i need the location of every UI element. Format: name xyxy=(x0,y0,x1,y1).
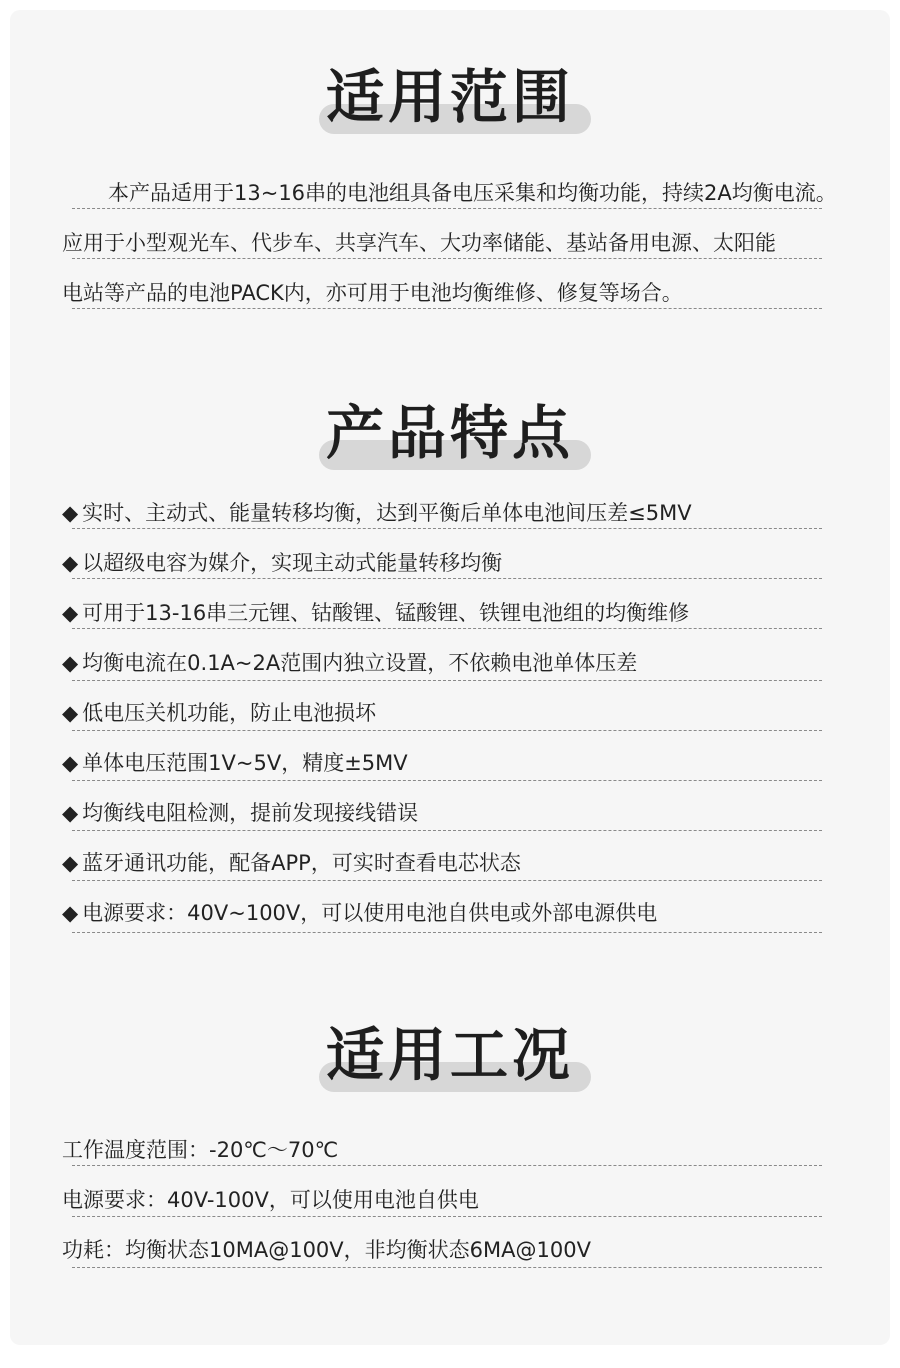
divider xyxy=(72,628,822,629)
section-title-conditions xyxy=(0,1020,900,1100)
feature-item-text: 电源要求：40V~100V，可以使用电池自供电或外部电源供电 xyxy=(82,901,658,925)
divider xyxy=(72,932,822,933)
condition-line-1: 工作温度范围：-20℃～70℃ xyxy=(62,1138,339,1162)
diamond-bullet-icon: ◆ xyxy=(62,551,79,575)
divider xyxy=(72,830,822,831)
features-title: 产品特点 xyxy=(325,399,574,467)
section-title-features xyxy=(0,398,900,478)
diamond-bullet-icon: ◆ xyxy=(62,901,79,925)
feature-item-text: 可用于13-16串三元锂、钴酸锂、锰酸锂、铁锂电池组的均衡维修 xyxy=(82,601,690,625)
divider xyxy=(72,880,822,881)
divider xyxy=(72,680,822,681)
divider xyxy=(72,780,822,781)
divider xyxy=(72,258,822,259)
divider xyxy=(72,308,822,309)
diamond-bullet-icon: ◆ xyxy=(62,601,79,625)
feature-item xyxy=(62,898,657,928)
diamond-bullet-icon: ◆ xyxy=(62,801,79,825)
condition-line-2: 电源要求：40V-100V，可以使用电池自供电 xyxy=(62,1188,479,1212)
feature-item-text: 均衡电流在0.1A~2A范围内独立设置，不依赖电池单体压差 xyxy=(82,651,638,675)
feature-item-text: 以超级电容为媒介，实现主动式能量转移均衡 xyxy=(82,551,503,575)
diamond-bullet-icon: ◆ xyxy=(62,701,79,725)
conditions-title: 适用工况 xyxy=(325,1021,574,1089)
scope-line-3: 电站等产品的电池PACK内，亦可用于电池均衡维修、修复等场合。 xyxy=(62,281,683,305)
feature-item xyxy=(62,598,689,628)
diamond-bullet-icon: ◆ xyxy=(62,751,79,775)
feature-item xyxy=(62,698,376,728)
feature-item xyxy=(62,798,418,828)
scope-line-2: 应用于小型观光车、代步车、共享汽车、大功率储能、基站备用电源、太阳能 xyxy=(62,231,776,255)
divider xyxy=(72,528,822,529)
feature-item-text: 蓝牙通讯功能，配备APP，可实时查看电芯状态 xyxy=(82,851,521,875)
feature-item xyxy=(62,848,521,878)
feature-item-text: 均衡线电阻检测，提前发现接线错误 xyxy=(82,801,419,825)
scope-line-1: 本产品适用于13~16串的电池组具备电压采集和均衡功能，持续2A均衡电流。 xyxy=(108,181,837,205)
feature-item-text: 单体电压范围1V~5V，精度±5MV xyxy=(82,751,408,775)
diamond-bullet-icon: ◆ xyxy=(62,501,79,525)
feature-item xyxy=(62,548,502,578)
feature-item xyxy=(62,648,637,678)
divider xyxy=(72,1216,822,1217)
section-title-scope xyxy=(0,62,900,142)
feature-item xyxy=(62,748,408,778)
feature-item-text: 实时、主动式、能量转移均衡，达到平衡后单体电池间压差≤5MV xyxy=(82,501,692,525)
divider xyxy=(72,578,822,579)
divider xyxy=(72,1267,822,1268)
divider xyxy=(72,1165,822,1166)
diamond-bullet-icon: ◆ xyxy=(62,851,79,875)
scope-title: 适用范围 xyxy=(325,63,574,131)
feature-item-text: 低电压关机功能，防止电池损坏 xyxy=(82,701,377,725)
divider xyxy=(72,208,822,209)
divider xyxy=(72,730,822,731)
feature-item xyxy=(62,498,692,528)
diamond-bullet-icon: ◆ xyxy=(62,651,79,675)
condition-line-3: 功耗：均衡状态10MA@100V，非均衡状态6MA@100V xyxy=(62,1238,591,1262)
